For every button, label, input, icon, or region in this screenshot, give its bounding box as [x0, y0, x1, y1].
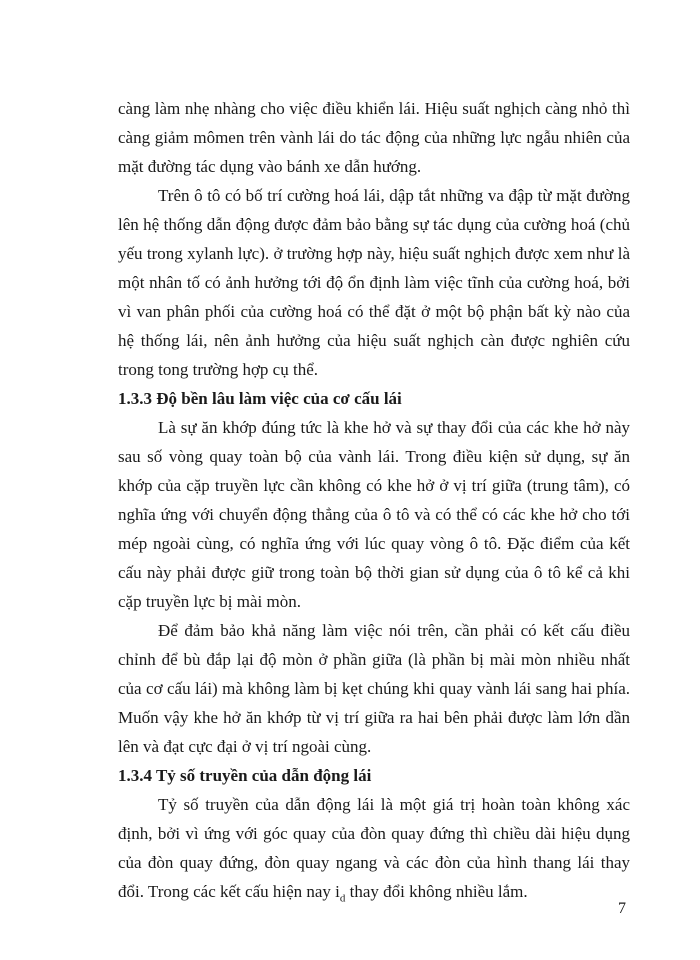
section-heading-1-3-4: 1.3.4 Tỷ số truyền của dẫn động lái	[118, 766, 372, 785]
paragraph-wear-compensation: Để đảm bảo khả năng làm việc nói trên, cần phải có kết cấu điều chỉnh để bù đắp lại độ mòn ở phần giữa (là phần bị mài mòn nhiều nhất của cơ cấu lái) mà không làm bị kẹt chúng khi quay vành lái sang hai phía. Muốn vậy khe hở ăn khớp từ vị trí giữa ra hai bên phải được làm lớn dần lên và đạt cực đại ở vị trí ngoài cùng.	[118, 621, 630, 756]
paragraph-continuation: càng làm nhẹ nhàng cho việc điều khiển lái. Hiệu suất nghịch càng nhỏ thì càng giảm mômen trên vành lái do tác động của những lực ngẫu nhiên của mặt đường tác dụng vào bánh xe dẫn hướng.	[118, 99, 630, 176]
page-number: 7	[618, 900, 626, 917]
paragraph-transmission-ratio	[118, 790, 630, 913]
ratio-subscript: d	[339, 892, 346, 905]
body-text	[118, 94, 630, 913]
ratio-text-tail: thay đổi không nhiều lắm.	[345, 882, 528, 901]
paragraph-gear-mesh: Là sự ăn khớp đúng tức là khe hở và sự thay đổi của các khe hở này sau số vòng quay toàn bộ của vành lái. Trong điều kiện sử dụng, sự ăn khớp của cặp truyền lực cần không có khe hở ở vị trí giữa (trung tâm), có nghĩa ứng với chuyển động thẳng của ô tô và có thể có các khe hở cho tới mép ngoài cùng, có nghĩa ứng với lúc quay vòng ô tô. Đặc điểm của kết cấu này phải được giữ trong toàn bộ thời gian sử dụng của ô tô kể cả khi cặp truyền lực bị mài mòn.	[118, 418, 630, 611]
section-heading-1-3-3: 1.3.3 Độ bền lâu làm việc của cơ cấu lái	[118, 389, 402, 408]
paragraph-power-steering: Trên ô tô có bố trí cường hoá lái, dập tắt những va đập từ mặt đường lên hệ thống dẫn động được đảm bảo bằng sự tác dụng của cường hoá (chủ yếu trong xylanh lực). ở trường hợp này, hiệu suất nghịch được xem như là một nhân tố có ảnh hưởng tới độ ổn định làm việc tĩnh của cường hoá, bởi vì van phân phối của cường hoá có thể đặt ở một bộ phận bất kỳ nào của hệ thống lái, nên ảnh hưởng của hiệu suất nghịch càn được nghiên cứu trong tong trường hợp cụ thể.	[118, 186, 630, 379]
ratio-text: Tỷ số truyền của dẫn động lái là một giá trị hoàn toàn không xác định, bởi vì ứng với góc quay của đòn quay đứng thì chiều dài hiệu dụng của đòn quay đứng, đòn quay ngang và các đòn của hình thang lái thay đổi. Trong các kết cấu hiện nay i	[118, 795, 630, 901]
